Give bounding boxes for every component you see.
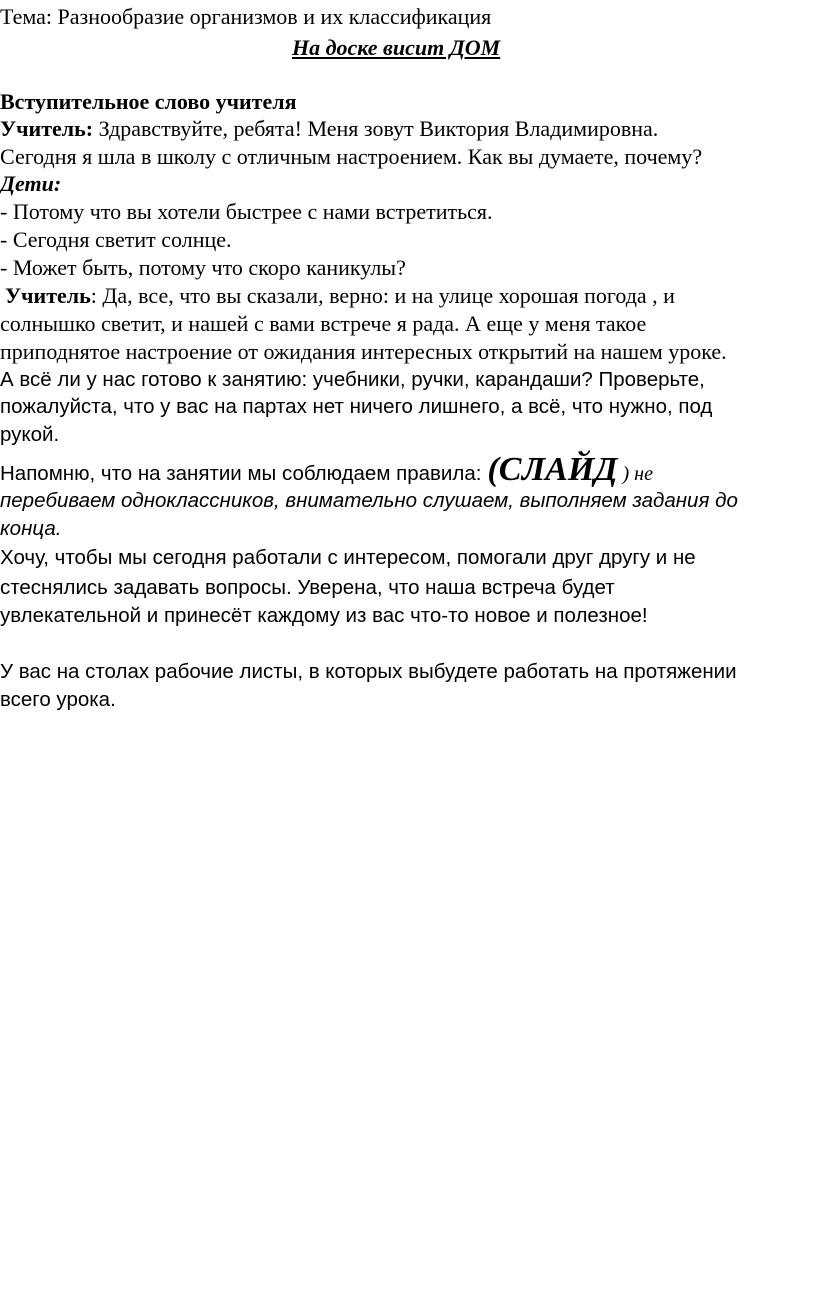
teacher-greeting-line-1 bbox=[0, 118, 658, 140]
child-answer: - Сегодня светит солнце. bbox=[0, 227, 232, 252]
speaker-teacher: Учитель: bbox=[0, 116, 94, 141]
worksheets-line-2: всего урока. bbox=[0, 688, 116, 711]
speaker-teacher: Учитель bbox=[5, 283, 91, 308]
topic-line: Тема: Разнообразие организмов и их классификация bbox=[0, 4, 492, 29]
teacher-greeting-line-2: Сегодня я шла в школу с отличным настроением. Как вы думаете, почему? bbox=[0, 144, 703, 169]
section-heading: Вступительное слово учителя bbox=[0, 89, 297, 114]
readiness-line-1: А всё ли у нас готово к занятию: учебники, ручки, карандаши? Проверьте, bbox=[0, 368, 705, 391]
speaker-children: Дети: bbox=[0, 171, 62, 196]
greeting-text: Здравствуйте, ребята! Меня зовут Виктория Владимировна. bbox=[93, 116, 659, 141]
rules-line-3: конца. bbox=[0, 517, 62, 540]
slide-marker: (СЛАЙД bbox=[487, 451, 618, 488]
teacher-reply-line-2: солнышко светит, и нашей с вами встрече я рада. А еще у меня такое bbox=[0, 311, 647, 336]
readiness-line-2: пожалуйста, что у вас на партах нет ничего лишнего, а всё, что нужно, под bbox=[0, 395, 713, 418]
wishes-line-1: Хочу, чтобы мы сегодня работали с интересом, помогали друг другу и не bbox=[0, 546, 696, 569]
child-answer: - Может быть, потому что скоро каникулы? bbox=[0, 255, 406, 280]
board-note: На доске висит ДОМ bbox=[292, 35, 501, 60]
worksheets-line-1: У вас на столах рабочие листы, в которых выбудете работать на протяжении bbox=[0, 660, 737, 683]
readiness-line-3: рукой. bbox=[0, 423, 60, 446]
teacher-reply-line-1 bbox=[5, 285, 675, 307]
wishes-line-2: стеснялись задавать вопросы. Уверена, что наша встреча будет bbox=[0, 576, 615, 599]
reply-text: : Да, все, что вы сказали, верно: и на улице хорошая погода , и bbox=[90, 283, 675, 308]
rules-intro: Напомню, что на занятии мы соблюдаем правила: bbox=[0, 462, 482, 485]
rules-line-2: перебиваем одноклассников, внимательно слушаем, выполняем задания до bbox=[0, 489, 738, 512]
teacher-reply-line-3: приподнятое настроение от ожидания интересных открытий на нашем уроке. bbox=[0, 339, 727, 364]
wishes-line-3: увлекательной и принесёт каждому из вас что-то новое и полезное! bbox=[0, 604, 648, 627]
rules-line-1 bbox=[0, 453, 653, 487]
child-answer: - Потому что вы хотели быстрее с нами встретиться. bbox=[0, 199, 493, 224]
slide-marker-close: ) не bbox=[617, 463, 653, 485]
